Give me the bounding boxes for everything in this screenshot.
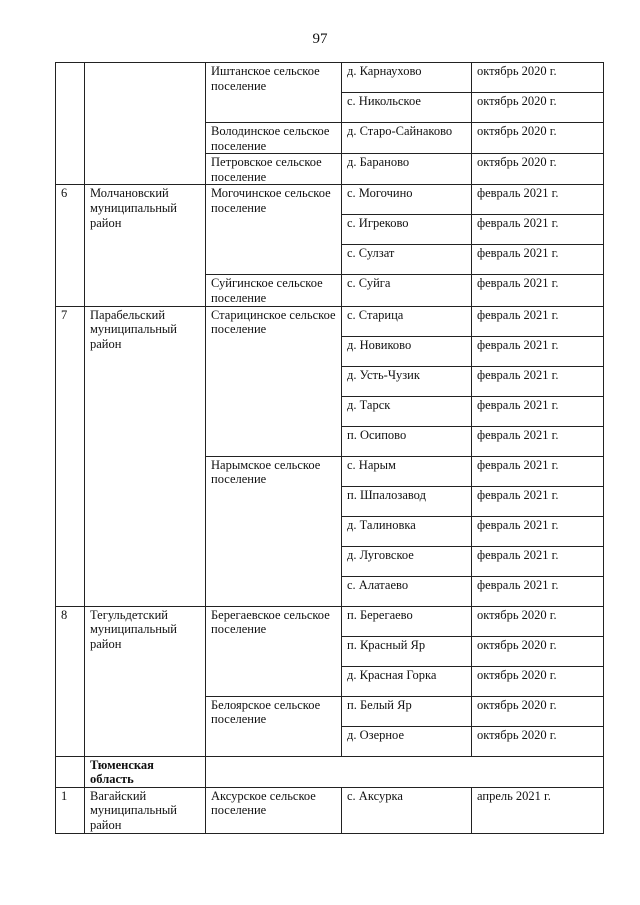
row-number — [56, 756, 85, 787]
locality-cell: с. Алатаево — [342, 576, 472, 606]
settlement-cell: Петровское сельское поселение — [206, 154, 342, 185]
settlement-cell: Берегаевское сельское поселение — [206, 606, 342, 696]
settlement-cell: Суйгинское сельское поселение — [206, 275, 342, 306]
date-cell: февраль 2021 г. — [472, 426, 604, 456]
locality-cell: с. Могочино — [342, 185, 472, 215]
region-cell: Тюменская область — [85, 756, 206, 787]
settlements-table — [55, 62, 604, 834]
date-cell: февраль 2021 г. — [472, 456, 604, 486]
locality-cell: д. Красная Горка — [342, 666, 472, 696]
row-number — [56, 63, 85, 185]
settlement-cell: Володинское сельское поселение — [206, 123, 342, 154]
district-cell: Молчановский муниципальный район — [85, 185, 206, 306]
locality-cell: д. Луговское — [342, 546, 472, 576]
locality-cell: п. Красный Яр — [342, 636, 472, 666]
table-row — [56, 63, 604, 93]
date-cell: октябрь 2020 г. — [472, 63, 604, 93]
district-cell — [85, 63, 206, 185]
table-row — [56, 756, 604, 787]
date-cell: февраль 2021 г. — [472, 366, 604, 396]
date-cell: февраль 2021 г. — [472, 516, 604, 546]
date-cell: октябрь 2020 г. — [472, 606, 604, 636]
district-cell: Тегульдетский муниципальный район — [85, 606, 206, 756]
date-cell: февраль 2021 г. — [472, 486, 604, 516]
locality-cell: с. Суйга — [342, 275, 472, 306]
settlement-cell: Могочинское сельское поселение — [206, 185, 342, 275]
table-row — [56, 185, 604, 215]
date-cell: февраль 2021 г. — [472, 185, 604, 215]
date-cell: октябрь 2020 г. — [472, 666, 604, 696]
district-cell: Парабельский муниципальный район — [85, 306, 206, 606]
date-cell: октябрь 2020 г. — [472, 154, 604, 185]
empty-cell — [206, 756, 604, 787]
date-cell: февраль 2021 г. — [472, 275, 604, 306]
row-number: 1 — [56, 787, 85, 833]
locality-cell: д. Старо-Сайнаково — [342, 123, 472, 154]
date-cell: октябрь 2020 г. — [472, 123, 604, 154]
date-cell: февраль 2021 г. — [472, 546, 604, 576]
locality-cell: п. Осипово — [342, 426, 472, 456]
table-row — [56, 306, 604, 336]
locality-cell: д. Карнаухово — [342, 63, 472, 93]
locality-cell: с. Аксурка — [342, 787, 472, 833]
locality-cell: п. Шпалозавод — [342, 486, 472, 516]
date-cell: октябрь 2020 г. — [472, 696, 604, 726]
date-cell: апрель 2021 г. — [472, 787, 604, 833]
date-cell: февраль 2021 г. — [472, 576, 604, 606]
date-cell: октябрь 2020 г. — [472, 93, 604, 123]
date-cell: октябрь 2020 г. — [472, 726, 604, 756]
locality-cell: п. Белый Яр — [342, 696, 472, 726]
settlement-cell: Старицинское сельское поселение — [206, 306, 342, 456]
locality-cell: п. Берегаево — [342, 606, 472, 636]
row-number: 6 — [56, 185, 85, 306]
row-number: 8 — [56, 606, 85, 756]
page-number: 97 — [312, 31, 328, 47]
locality-cell: д. Бараново — [342, 154, 472, 185]
date-cell: февраль 2021 г. — [472, 396, 604, 426]
table-row — [56, 787, 604, 833]
locality-cell: д. Новиково — [342, 336, 472, 366]
locality-cell: д. Талиновка — [342, 516, 472, 546]
locality-cell: с. Никольское — [342, 93, 472, 123]
locality-cell: д. Усть-Чузик — [342, 366, 472, 396]
table-row — [56, 606, 604, 636]
locality-cell: с. Игреково — [342, 215, 472, 245]
settlement-cell: Белоярское сельское поселение — [206, 696, 342, 756]
date-cell: февраль 2021 г. — [472, 306, 604, 336]
row-number: 7 — [56, 306, 85, 606]
date-cell: октябрь 2020 г. — [472, 636, 604, 666]
settlement-cell: Нарымское сельское поселение — [206, 456, 342, 606]
locality-cell: д. Озерное — [342, 726, 472, 756]
locality-cell: с. Сулзат — [342, 245, 472, 275]
locality-cell: с. Нарым — [342, 456, 472, 486]
settlement-cell: Аксурское сельское поселение — [206, 787, 342, 833]
locality-cell: с. Старица — [342, 306, 472, 336]
date-cell: февраль 2021 г. — [472, 245, 604, 275]
date-cell: февраль 2021 г. — [472, 215, 604, 245]
settlement-cell: Иштанское сельское поселение — [206, 63, 342, 123]
date-cell: февраль 2021 г. — [472, 336, 604, 366]
district-cell: Вагайский муниципальный район — [85, 787, 206, 833]
locality-cell: д. Тарск — [342, 396, 472, 426]
